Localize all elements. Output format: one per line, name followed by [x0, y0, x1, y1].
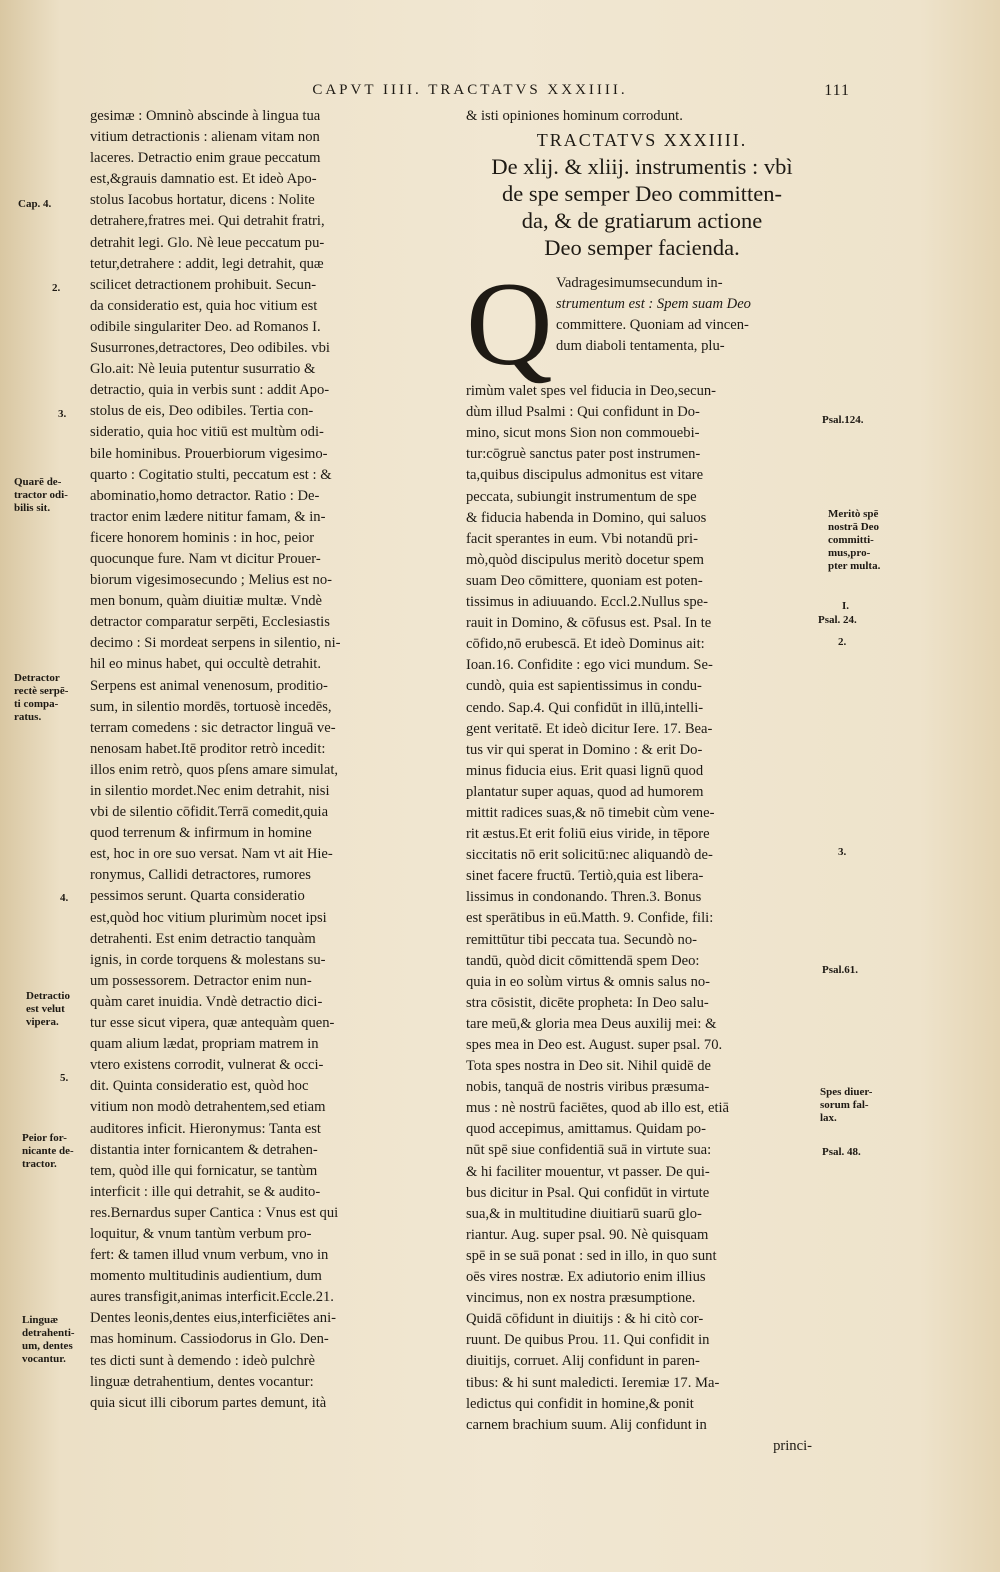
text-line: stolus Iacobus hortatur, dicens : Nolite	[90, 192, 315, 209]
margin-note-line: nostrā Deo	[828, 521, 880, 533]
text-line: quocunque fure. Nam vt dicitur Prouer-	[90, 550, 321, 567]
text-line: mas hominum. Cassiodorus in Glo. Den-	[90, 1331, 329, 1348]
text-line: ignis, in corde torquens & molestans su-	[90, 951, 326, 968]
text-line: abominatio,homo detractor. Ratio : De-	[90, 487, 320, 504]
text-line: tes dicti sunt à demendo : ideò pulchrè	[90, 1352, 315, 1369]
text-line: bile hominibus. Prouerbiorum vigesimo-	[90, 445, 328, 462]
left-margin-note	[52, 282, 60, 295]
text-line: sinet facere fructū. Tertiò,quia est libera-	[466, 868, 704, 885]
text-line: quod terrenum & infirmum in homine	[90, 825, 312, 842]
left-margin-note	[22, 1314, 75, 1366]
left-margin-note	[60, 892, 68, 905]
text-line: tus vir qui sperat in Domino : & erit Do-	[466, 741, 703, 758]
text-line: ta,quibus discipulus admonitus est vitare	[466, 467, 704, 484]
treatise-number: TRACTATVS XXXIIII.	[536, 130, 748, 151]
margin-note-line: um, dentes	[22, 1340, 73, 1352]
text-line: quia sicut illi ciborum partes demunt, ità	[90, 1394, 327, 1411]
text-line: Vadragesimumsecundum in-	[556, 275, 723, 292]
margin-note-line: Quarē de-	[14, 476, 62, 488]
margin-note-line: Psal. 24.	[818, 614, 857, 626]
margin-note-line: Peior for-	[22, 1132, 67, 1144]
text-line: plantatur super aquas, quod ad humorem	[466, 783, 704, 800]
page-number: 111	[824, 82, 850, 99]
text-line: dit. Quinta consideratio est, quòd hoc	[90, 1078, 309, 1095]
text-line: cōfido,nō erubescā. Et ideò Dominus ait:	[466, 636, 705, 653]
margin-note-line: Detractor	[14, 672, 60, 684]
text-line: detrahit legi. Glo. Nè leue peccatum pu-	[90, 234, 325, 251]
text-line: diuitijs, corruet. Alij confidunt in paren-	[466, 1353, 700, 1370]
text-line: Ioan.16. Confidite : ego vici mundum. Se-	[466, 657, 713, 674]
text-line: siccitatis nō erit solicitū:nec aliquandò de-	[466, 847, 713, 864]
text-line: momento multitudinis audientium, dum	[90, 1268, 322, 1285]
margin-note-line: 5.	[60, 1072, 69, 1084]
text-line: minus fiducia eius. Erit quasi lignū quod	[466, 762, 704, 779]
text-line: stra cōsistit, dicēte propheta: In Deo salu-	[466, 994, 709, 1011]
text-line: ronymus, Callidi detractores, rumores	[90, 867, 311, 884]
text-line: est sperātibus in eū.Matth. 9. Confide, fili:	[466, 910, 714, 927]
right-margin-note	[842, 600, 849, 613]
right-column	[466, 106, 818, 1457]
text-line: terram comedens : sic detractor linguā ve-	[90, 719, 336, 736]
title-line: Deo semper facienda.	[544, 235, 740, 261]
text-line: tibus: & hi sunt maledicti. Ieremiæ 17. Ma-	[466, 1374, 720, 1391]
text-line: linguæ detrahentium, dentes vocantur:	[90, 1373, 314, 1390]
margin-note-line: tractor odi-	[14, 489, 68, 501]
margin-note-line: rectè serpē-	[14, 685, 69, 697]
text-line: tare meū,& gloria mea Deus auxilij mei: &	[466, 1015, 717, 1032]
text-line: bus dicitur in Psal. Qui confidūt in virtute	[466, 1184, 710, 1201]
text-line: rit æstus.Et erit foliū eius viride, in tēpore	[466, 826, 710, 843]
text-line: laceres. Detractio enim graue peccatum	[90, 150, 321, 167]
text-line: fert: & tamen illud vnum verbum, vno in	[90, 1247, 329, 1264]
text-line: pessimos serunt. Quarta consideratio	[90, 888, 305, 905]
margin-note-line: 2.	[52, 282, 61, 294]
right-margin-note	[818, 614, 857, 627]
text-line: nenosam habet.Itē proditor retrò incedit:	[90, 740, 326, 757]
margin-note-line: mus,pro-	[828, 547, 871, 559]
left-margin-note	[14, 476, 68, 515]
text-line: detrahenti. Est enim detractio tanquàm	[90, 930, 316, 947]
text-line: rimùm valet spes vel fiducia in Deo,secun-	[466, 383, 717, 400]
text-line: um possessorem. Detractor enim nun-	[90, 972, 312, 989]
treatise-title	[466, 127, 818, 261]
text-line: illos enim retrò, quos pſens amare simulat,	[90, 761, 339, 778]
text-line: ledictus qui confidit in homine,& ponit	[466, 1395, 694, 1412]
right-margin-note	[838, 636, 846, 649]
text-line: rauit in Domino, & cōfusus est. Psal. In te	[466, 615, 712, 632]
margin-note-line: sorum fal-	[820, 1099, 869, 1111]
margin-note-line: Detractio	[26, 990, 70, 1002]
margin-note-line: bilis sit.	[14, 502, 51, 514]
text-line: dùm illud Psalmi : Qui confidunt in Do-	[466, 404, 700, 421]
margin-note-line: Psal. 48.	[822, 1146, 861, 1158]
text-line: sum, in silentio mordēs, tortuosè incedēs,	[90, 698, 332, 715]
margin-note-line: Psal.61.	[822, 964, 859, 976]
text-line: quia in eo solùm virtus & omnis salus no-	[466, 973, 711, 990]
margin-note-line: Spes diuer-	[820, 1086, 873, 1098]
text-line: odibile singulariter Deo. ad Romanos I.	[90, 318, 321, 335]
right-first-line: & isti opiniones hominum corrodunt.	[466, 108, 683, 124]
right-margin-note	[820, 1086, 872, 1125]
margin-note-line: vipera.	[26, 1016, 59, 1028]
left-margin-note	[14, 672, 68, 724]
text-line: sideratio, quia hoc vitiū est multùm odi-	[90, 424, 324, 441]
text-line: tur:cōgruè sanctus pater post instrumen-	[466, 446, 701, 463]
text-line: vtero existens corrodit, vulnerat & occi-	[90, 1057, 324, 1074]
margin-note-line: ratus.	[14, 711, 42, 723]
text-line: decimo : Si mordeat serpens in silentio, ni-	[90, 635, 341, 652]
right-body	[466, 381, 818, 1436]
margin-note-line: 3.	[838, 846, 847, 858]
right-margin-note	[822, 964, 858, 977]
margin-note-line: vocantur.	[22, 1353, 66, 1365]
drop-cap: Q	[466, 257, 553, 391]
text-line: stolus de eis, Deo odibiles. Tertia con-	[90, 403, 314, 420]
text-line: Tota spes nostra in Deo sit. Nihil quidē de	[466, 1058, 712, 1075]
text-line: interficit : ille qui detrahit, se & audito-	[90, 1183, 321, 1200]
margin-note-line: pter multa.	[828, 560, 881, 572]
catchword: princi-	[773, 1437, 812, 1454]
text-line: cundò, quia est sapientissimus in condu-	[466, 678, 702, 695]
text-line: dum diaboli tentamenta, plu-	[556, 338, 725, 355]
text-line: Glo.ait: Nè leuia putentur susurratio &	[90, 361, 316, 378]
margin-note-line: detrahenti-	[22, 1327, 75, 1339]
text-line: res.Bernardus super Cantica : Vnus est qui	[90, 1204, 339, 1221]
text-line: suam Deo cōmittere, quoniam est poten-	[466, 572, 703, 589]
text-line: quarto : Cogitatio stulti, peccatum est : &	[90, 466, 332, 483]
margin-note-line: nicante de-	[22, 1145, 74, 1157]
text-line: vitium detractionis : alienam vitam non	[90, 129, 320, 146]
text-line: scilicet detractionem prohibuit. Secun-	[90, 276, 317, 293]
text-line: da consideratio est, quia hoc vitium est	[90, 297, 318, 314]
text-line: mittit radices suas,& nō timebit cùm vene-	[466, 804, 715, 821]
text-line: carnem brachium suum. Alij confidunt in	[466, 1416, 707, 1433]
title-line: da, & de gratiarum actione	[521, 208, 763, 234]
margin-note-line: 4.	[60, 892, 69, 904]
title-line: de spe semper Deo committen-	[502, 181, 782, 207]
text-line: tissimus in adiuuando. Eccl.2.Nullus spe-	[466, 594, 708, 611]
margin-note-line: I.	[842, 600, 850, 612]
left-margin-note	[22, 1132, 74, 1171]
text-line: mino, sicut mons Sion non commouebi-	[466, 425, 700, 442]
text-line: tur esse sicut vipera, quæ antequàm quen-	[90, 1015, 335, 1032]
text-line: lissimus in condonando. Thren.3. Bonus	[466, 889, 702, 906]
text-line: nūt spē siue confidentiā suā in virtute sua:	[466, 1142, 712, 1159]
text-line: in silentio mordet.Nec enim detrahit, nisi	[90, 783, 330, 799]
text-line: est, hoc in ore suo versat. Nam vt ait Hie-	[90, 846, 333, 863]
margin-note-line: committi-	[828, 534, 874, 546]
text-line: spē in se suā ponat : sed in illo, in quo sunt	[466, 1247, 717, 1264]
text-line: facit sperantes in eum. Vbi notandū pri-	[466, 530, 698, 547]
text-line: spes mea in Deo est. August. super psal. 70.	[466, 1037, 723, 1053]
text-line: distantia inter fornicantem & detrahen-	[90, 1141, 318, 1158]
text-line: detractor comparatur serpēti, Ecclesiastis	[90, 614, 330, 631]
right-margin-note	[822, 1146, 861, 1159]
text-line: auditores inficit. Hieronymus: Tanta est	[90, 1120, 321, 1137]
text-line: quam alium lædat, propriam matrem in	[90, 1036, 319, 1053]
text-line: gent veritatē. Et ideò dicitur Iere. 17. Bea-	[466, 720, 713, 737]
right-margin-note	[822, 414, 864, 427]
title-line: De xlij. & xliij. instrumentis : vbì	[491, 154, 793, 180]
margin-note-line: Cap. 4.	[18, 198, 52, 210]
text-line: remittūtur tibi peccata tua. Secundò no-	[466, 931, 697, 948]
text-line: & fiducia habenda in Domino, qui saluos	[466, 509, 707, 526]
text-line: ruunt. De quibus Prou. 11. Qui confidit in	[466, 1332, 710, 1349]
text-line: vbi de silentio cōfidit.Terrā comedit,quia	[90, 804, 329, 821]
margin-note-line: est velut	[26, 1003, 65, 1015]
margin-note-line: tractor.	[22, 1158, 57, 1170]
text-line: gesimæ : Omninò abscinde à lingua tua	[90, 108, 321, 124]
left-column	[90, 106, 456, 1414]
left-margin-note	[58, 408, 66, 421]
text-line: vitium non modò detrahentem,sed etiam	[90, 1099, 326, 1116]
right-margin-note	[828, 508, 880, 573]
opening-paragraph	[466, 257, 818, 1457]
margin-note-line: ti compa-	[14, 698, 59, 710]
text-line: sua,& in multitudine diuitiarū suarū glo-	[466, 1205, 702, 1222]
margin-note-line: Meritò spē	[828, 508, 879, 520]
text-line: biorum vigesimosecundo ; Melius est no-	[90, 572, 332, 589]
text-line: mò,quòd discipulus meritò docetur spem	[466, 551, 704, 568]
text-line: ficere honorem hominis : in hoc, peior	[90, 529, 315, 546]
margin-note-line: Psal.124.	[822, 414, 864, 426]
text-line: detractio, quia in verbis sunt : addit Apo-	[90, 382, 330, 399]
text-line: men bonum, quàm diuitiæ multæ. Vndè	[90, 593, 323, 610]
margin-note-line: Linguæ	[22, 1314, 59, 1326]
text-line: vincimus, non ex nostra præsumptione.	[466, 1290, 696, 1307]
text-line: tractor enim lædere nititur famam, & in-	[90, 508, 326, 525]
text-line: quàm caret inuidia. Vndè detractio dici-	[90, 993, 323, 1010]
text-line: nobis, tanquā de nostris viribus præsuma-	[466, 1079, 710, 1096]
text-line: Susurrones,detractores, Deo odibiles. vbi	[90, 340, 330, 357]
margin-note-line: 2.	[838, 636, 847, 648]
left-margin-note	[60, 1072, 68, 1085]
text-line: hil eo minus habet, qui occultè detrahit.	[90, 656, 322, 673]
text-line: est,&grauis damnatio est. Et ideò Apo-	[90, 171, 317, 188]
text-line: riantur. Aug. super psal. 90. Nè quisquam	[466, 1226, 709, 1243]
text-line: strumentum est : Spem suam Deo	[556, 296, 751, 313]
text-line: detrahere,fratres mei. Qui detrahit fratri,	[90, 213, 325, 230]
text-line: mus : nè nostrū faciētes, quod ab illo est, etiā	[466, 1100, 730, 1117]
text-line: Serpens est animal venenosum, proditio-	[90, 677, 328, 694]
text-line: tetur,detrahere : addit, legi detrahit, quæ	[90, 255, 324, 272]
text-line: loquitur, & vnum tantùm verbum pro-	[90, 1225, 312, 1242]
text-line: tem, quòd ille qui fornicatur, se tantùm	[90, 1162, 318, 1179]
text-line: Dentes leonis,dentes eius,interficiētes ani-	[90, 1310, 336, 1327]
margin-note-line: 3.	[58, 408, 67, 420]
running-head: CAPVT IIII. TRACTATVS XXXIIII.	[312, 82, 628, 98]
text-line: quod accepimus, amittamus. Quidam po-	[466, 1121, 706, 1138]
margin-note-line: lax.	[820, 1112, 837, 1124]
text-line: Quidā cōfidunt in diuitijs : & hi citò cor-	[466, 1311, 704, 1328]
right-margin-note	[838, 846, 846, 859]
text-line: aures transfigit,animas interficit.Eccle.21.	[90, 1289, 334, 1306]
text-line: tandū, quòd dicit cōmittendā spem Deo:	[466, 952, 700, 969]
text-line: committere. Quoniam ad vincen-	[556, 317, 749, 334]
left-margin-note	[18, 198, 51, 211]
text-line: cendo. Sap.4. Qui confidūt in illū,intelli-	[466, 699, 704, 716]
left-margin-note	[26, 990, 70, 1029]
text-line: oēs vires nostræ. Ex adiutorio enim illius	[466, 1269, 706, 1286]
text-line: est,quòd hoc vitium plurimùm nocet ipsi	[90, 909, 327, 926]
text-line: & hi faciliter mouentur, vt passer. De qui-	[466, 1163, 710, 1180]
text-line: peccata, subiungit instrumentum de spe	[466, 488, 697, 505]
